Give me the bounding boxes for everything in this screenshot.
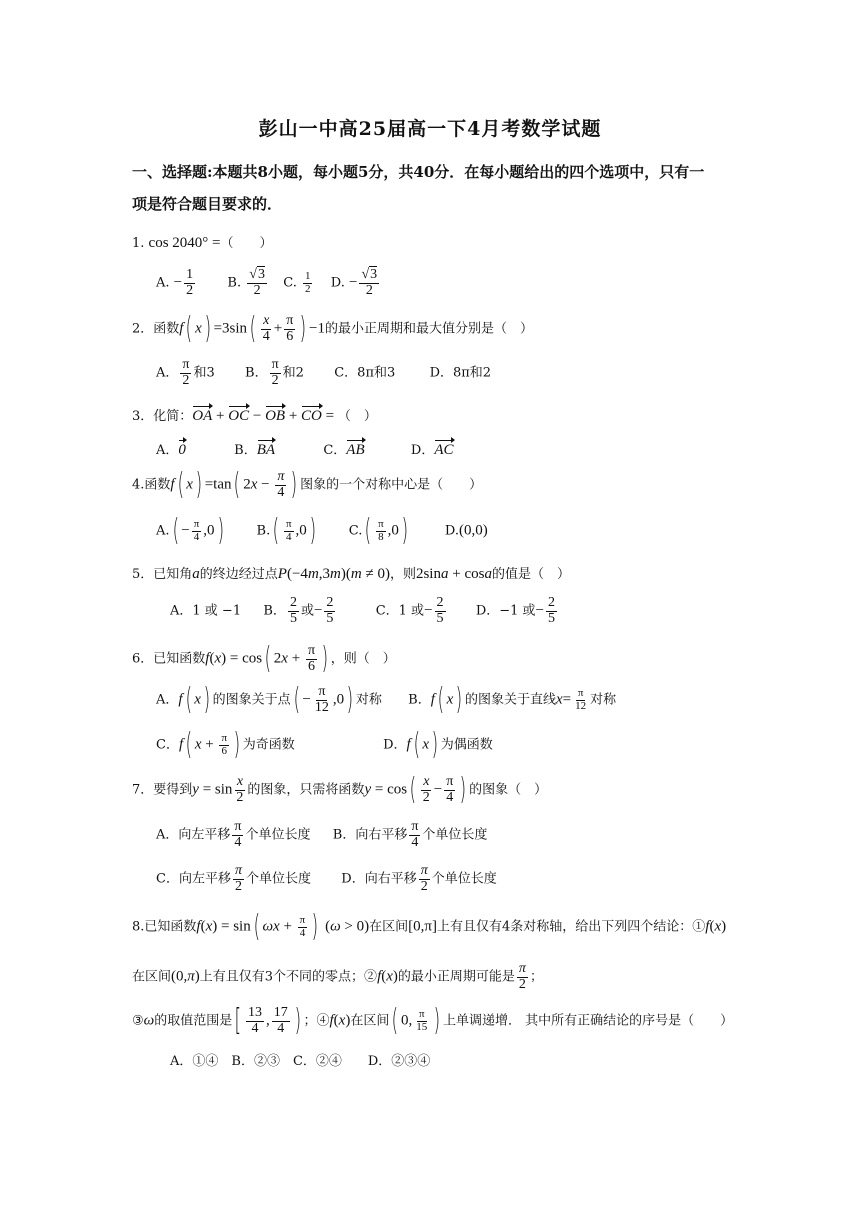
question-1-stem: 1. cos 2040° =（ ） [132, 235, 273, 251]
question-5-stem: 5．已知角a的终边经过点P(−4m,3m)(m ≠ 0)，则2sina + cosa的值是（ ） [132, 566, 570, 582]
question-3-options: A．0 B．BA C．AB D．AC [156, 438, 454, 459]
question-6-stem: 6．已知函数f(x) = cos( 2x + $\frac{\pi}{6}$ ) ，则（ ） [132, 641, 396, 677]
question-8-stem-line2: 在区间(0,π)上有且仅有3个不同的零点；②f(x)的最小正周期可能是 $\frac{\pi}{2}$ ； [132, 961, 543, 992]
question-4-options: A.( − $\frac{\pi}{4}$ ,0) B.( $\frac{\pi}{4}$ ,0) C.( $\frac{\pi}{8}$ ,0) D.(0,0) [156, 513, 488, 548]
question-1-options: A. − $\frac{1}{2}$ B. $\frac{√3}{2}$ C. $\frac{1}{2}$ D. − $\frac{√3}{2}$ [156, 267, 378, 298]
question-7-options-cd: C．向左平移 $\frac{\pi}{2}$ 个单位长度 D．向右平移 $\frac{\pi}{2}$ 个单位长度 [156, 863, 497, 894]
question-3-stem: 3．化简：OA + OC − OB + CO = （ ） [132, 404, 377, 425]
question-6-options-ab: A．f( x) 的图象关于点( − $\frac{\pi}{12}$ ,0) 对称 B．f( x) 的图象关于直线x= $\frac{\pi}{12}$ 对称 [156, 682, 617, 718]
question-6-options-cd: C．f( x + $\frac{\pi}{6}$ ) 为奇函数 D．f( x) 为偶函数 [156, 727, 493, 762]
question-4-stem: 4.函数f( x) =tan( 2x − $\frac{\pi}{4}$ ) 图象的一个对称中心是（ ） [132, 467, 483, 503]
question-8-stem-line3: ③ω的取值范围是[ $\frac{13}{4}$ , $\frac{17}{4}$ ) ；④f(x)在区间( 0, $\frac{\pi}{15}$ ) 上单调递增． 其中所有正确结论的序号是（ ） [132, 1003, 734, 1039]
question-2-options: A． $\frac{\pi}{2}$ 和3 B． $\frac{\pi}{2}$ 和2 C．8π和3 D．8π和2 [156, 357, 492, 388]
section-heading-line1: 一、选择题:本题共8小题，每小题5分，共40分．在每小题给出的四个选项中，只有一 [132, 163, 705, 181]
page-title: 彭山一中高25届高一下4月考数学试题 [258, 118, 602, 140]
question-7-stem: 7．要得到y = sin $\frac{x}{2}$ 的图象，只需将函数y = cos( $\frac{x}{2}$ − $\frac{\pi}{4}$ ) 的图象（ ） [132, 772, 548, 808]
question-2-stem: 2．函数f( x) =3sin( $\frac{x}{4}$ + $\frac{\pi}{6}$ ) −1的最小正周期和最大值分别是（ ） [132, 311, 533, 347]
section-heading-line2: 项是符合题目要求的． [132, 195, 283, 213]
question-7-options-ab: A．向左平移 $\frac{\pi}{4}$ 个单位长度 B．向右平移 $\frac{\pi}{4}$ 个单位长度 [156, 819, 488, 850]
question-5-options: A．1 或 −1 B． $\frac{2}{5}$ 或− $\frac{2}{5}$ C．1 或− $\frac{2}{5}$ D．−1 或− $\frac{2}{5}$ [170, 595, 556, 626]
question-8-stem-line1: 8.已知函数f(x) = sin( ωx + $\frac{\pi}{4}$ ) (ω > 0)在区间[0,π]上有且仅有4条对称轴，给出下列四个结论：①f(x) [132, 909, 727, 944]
question-8-options: A．①④ B．②③ C．②④ D．②③④ [170, 1054, 431, 1069]
